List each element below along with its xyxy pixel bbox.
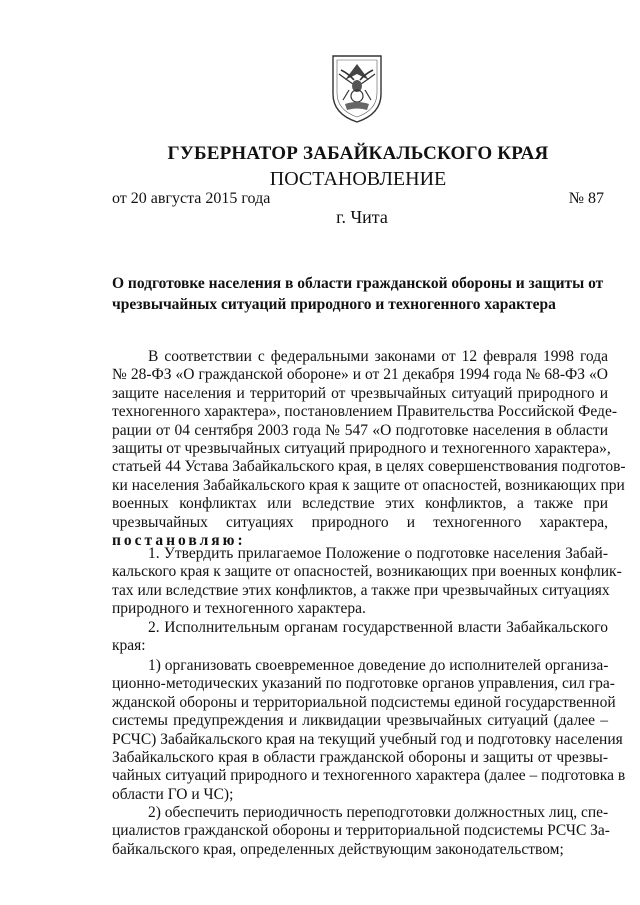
text-line: системы предупреждения и ликвидации чрезвычайных ситуаций (далее –: [112, 712, 608, 730]
item-2-2-paragraph: [112, 804, 608, 859]
text-line: 1. Утвердить прилагаемое Положение о подготовке населения Забай-: [148, 545, 608, 562]
text-line: В соответствии с федеральными законами от 12 февраля 1998 года: [148, 348, 608, 365]
text-line: 1) организовать своевременное доведение до исполнителей организа-: [148, 657, 609, 674]
text-line: жданской обороны и территориальной подсистемы единой государственной: [112, 693, 616, 711]
text-line: природного и техногенного характера.: [112, 600, 366, 618]
text-line: байкальского края, определенных действующим законодательством;: [112, 840, 564, 858]
document-date: от 20 августа 2015 года: [112, 190, 271, 207]
text-line: 2. Исполнительным органам государственной власти Забайкальского: [148, 619, 608, 636]
text-line: чайных ситуаций природного и техногенного характера (далее – подготовка в: [112, 767, 626, 785]
subject-line: чрезвычайных ситуаций природного и техногенного характера: [112, 296, 556, 313]
text-line: ки населения Забайкальского края к защите от опасностей, возникающих при: [112, 476, 625, 494]
text-line: РСЧС) Забайкальского края на текущий учебный год и подготовку населения: [112, 730, 623, 748]
coat-of-arms-emblem: [327, 50, 387, 124]
item-2-paragraph: [112, 619, 608, 656]
decree-word: постановляю:: [112, 532, 246, 550]
text-line: циалистов гражданской обороны и территориальной подсистемы РСЧС За-: [112, 822, 610, 840]
text-line: статьей 44 Устава Забайкальского края, в целях совершенствования подготов-: [112, 458, 626, 476]
text-line: тах или вследствие этих конфликтов, а также при чрезвычайных ситуациях: [112, 581, 610, 599]
document-type: ПОСТАНОВЛЕНИЕ: [269, 168, 447, 190]
item-1-paragraph: [112, 545, 622, 619]
document-subject: [112, 273, 612, 315]
issuer-title: ГУБЕРНАТОР ЗАБАЙКАЛЬСКОГО КРАЯ: [167, 143, 549, 164]
text-line: области ГО и ЧС);: [112, 785, 234, 803]
text-line: рации от 04 сентября 2003 года № 547 «О подготовке населения в области: [112, 421, 608, 439]
text-line: ционно-методических указаний по подготовке органов управления, сил гра-: [112, 675, 615, 693]
text-line: защите населения и территорий от чрезвычайных ситуаций природного и: [112, 384, 608, 402]
text-line: техногенного характера», постановлением Правительства Российской Феде-: [112, 403, 617, 421]
preamble-paragraph: [112, 348, 626, 550]
text-line: 2) обеспечить периодичность переподготовки должностных лиц, спе-: [148, 804, 609, 821]
text-line: военных конфликтах или вследствие этих конфликтов, а также при: [112, 495, 608, 513]
text-line: края:: [112, 637, 146, 655]
text-line: кальского края к защите от опасностей, возникающих при военных конфлик-: [112, 563, 622, 581]
document-city: г. Чита: [336, 207, 388, 227]
text-line: № 28-ФЗ «О гражданской обороне» и от 21 декабря 1994 года № 68-ФЗ «О: [112, 366, 608, 384]
subject-line: О подготовке населения в области гражданской обороны и защиты от: [112, 275, 604, 292]
document-number: № 87: [568, 190, 604, 207]
text-line: защиты от чрезвычайных ситуаций природного и техногенного характера»,: [112, 440, 611, 458]
text-line: Забайкальского края в области гражданской обороны и защиты от чрезвы-: [112, 749, 608, 767]
item-2-1-paragraph: [112, 657, 626, 804]
text-line: чрезвычайных ситуациях природного и техногенного характера,: [112, 513, 608, 531]
